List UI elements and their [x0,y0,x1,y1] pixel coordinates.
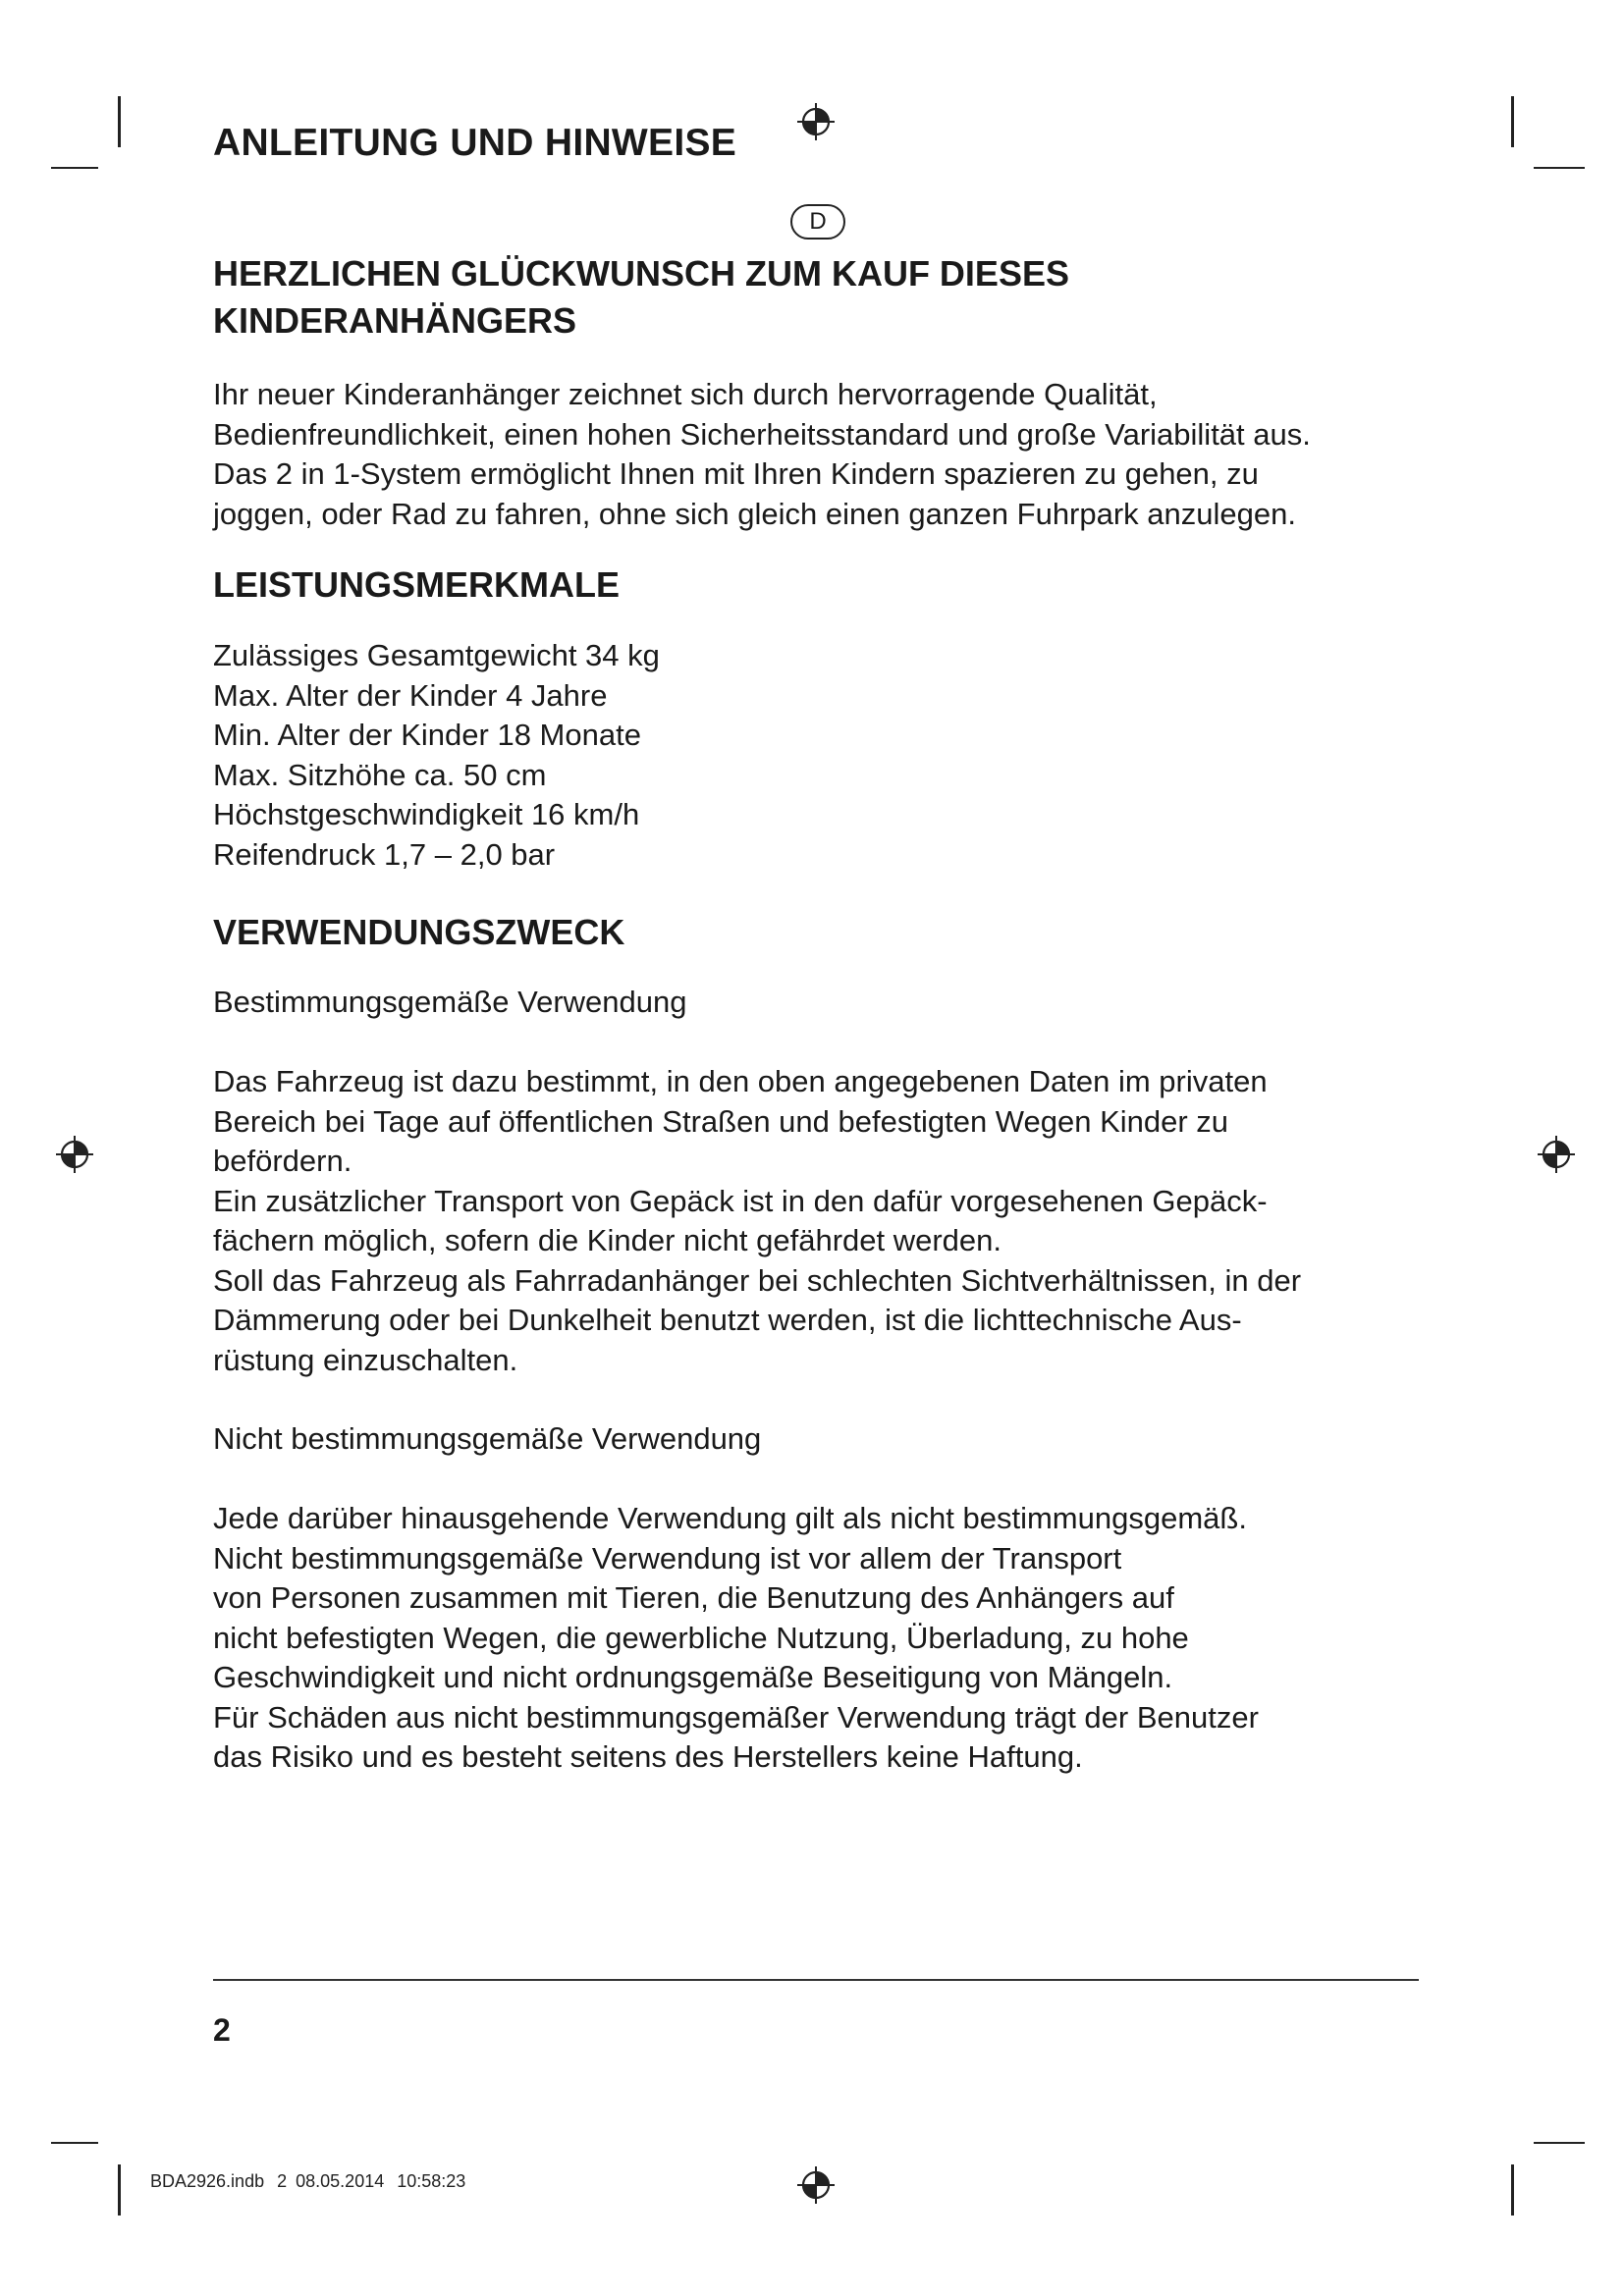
slug-page: 2 [277,2171,288,2191]
crop-mark [1511,96,1514,147]
page-number: 2 [213,2012,231,2048]
text-line: Nicht bestimmungsgemäße Verwendung ist vor allem der Transport [213,1540,1122,1575]
registration-mark-icon [796,102,836,141]
text-line: Dämmerung oder bei Dunkelheit benutzt werden, ist die lichttechnische Aus- [213,1303,1242,1337]
list-item: Höchstgeschwindigkeit 16 km/h [213,797,640,831]
list-item: Reifendruck 1,7 – 2,0 bar [213,836,556,872]
text-line: Geschwindigkeit und nicht ordnungsgemäße Beseitigung von Mängeln. [213,1660,1173,1694]
text-line: Jede darüber hinausgehende Verwendung gilt als nicht bestimmungsgemäß. [213,1501,1247,1535]
crop-mark [118,2164,121,2216]
crop-mark [118,96,121,147]
text-line: rüstung einzuschalten. [213,1342,518,1377]
intro-heading-line: HERZLICHEN GLÜCKWUNSCH ZUM KAUF DIESES [213,253,1069,294]
text-line: Soll das Fahrzeug als Fahrradanhänger bei schlechten Sichtverhältnissen, in der [213,1262,1302,1298]
intended-use-paragraph [213,1062,1431,1380]
list-item: Max. Alter der Kinder 4 Jahre [213,677,608,713]
registration-mark-icon [55,1135,94,1174]
list-item: Max. Sitzhöhe ca. 50 cm [213,757,547,792]
intro-paragraph [213,375,1431,534]
page-header-title: ANLEITUNG UND HINWEISE [213,122,737,164]
text-line: fächern möglich, sofern die Kinder nicht gefährdet werden. [213,1223,1002,1257]
text-line: Für Schäden aus nicht bestimmungsgemäßer Verwendung trägt der Benutzer [213,1699,1259,1735]
registration-mark-icon [796,2165,836,2205]
text-line: Ein zusätzlicher Transport von Gepäck ist in den dafür vorgesehenen Gepäck- [213,1183,1268,1218]
features-list [213,636,1431,875]
crop-mark [1534,167,1585,169]
country-code-badge: D [790,204,845,240]
list-item: Min. Alter der Kinder 18 Monate [213,718,641,752]
crop-mark [51,167,98,169]
text-line: befördern. [213,1144,352,1178]
crop-mark [1534,2142,1585,2144]
text-line: Das Fahrzeug ist dazu bestimmt, in den oben angegebenen Daten im privaten [213,1064,1268,1098]
slug-date: 08.05.2014 [296,2171,385,2191]
text-line: Das 2 in 1-System ermöglicht Ihnen mit Ihren Kindern spazieren zu gehen, zu [213,456,1259,491]
print-slug [150,2171,473,2192]
text-line: joggen, oder Rad zu fahren, ohne sich gleich einen ganzen Fuhrpark anzulegen. [213,496,1296,531]
slug-filename: BDA2926.indb [150,2171,265,2191]
text-line: nicht befestigten Wegen, die gewerbliche Nutzung, Überladung, zu hohe [213,1620,1189,1655]
list-item: Zulässiges Gesamtgewicht 34 kg [213,638,660,672]
text-line: das Risiko und es besteht seitens des Herstellers keine Haftung. [213,1739,1083,1774]
intended-use-title: Bestimmungsgemäße Verwendung [213,985,687,1019]
text-line: Ihr neuer Kinderanhänger zeichnet sich durch hervorragende Qualität, [213,377,1158,411]
registration-mark-icon [1537,1135,1576,1174]
crop-mark [51,2142,98,2144]
not-intended-use-title: Nicht bestimmungsgemäße Verwendung [213,1421,762,1456]
slug-time: 10:58:23 [397,2171,466,2191]
text-line: Bedienfreundlichkeit, einen hohen Sicherheitsstandard und große Variabilität aus. [213,416,1311,452]
footer-divider [213,1979,1419,1981]
not-intended-use-paragraph [213,1499,1431,1778]
crop-mark [1511,2164,1514,2216]
features-heading: LEISTUNGSMERKMALE [213,564,620,605]
intro-heading [213,250,1421,345]
intro-heading-line: KINDERANHÄNGERS [213,300,577,341]
text-line: von Personen zusammen mit Tieren, die Benutzung des Anhängers auf [213,1580,1174,1615]
usage-heading: VERWENDUNGSZWECK [213,912,625,952]
text-line: Bereich bei Tage auf öffentlichen Straßen und befestigten Wegen Kinder zu [213,1103,1229,1139]
